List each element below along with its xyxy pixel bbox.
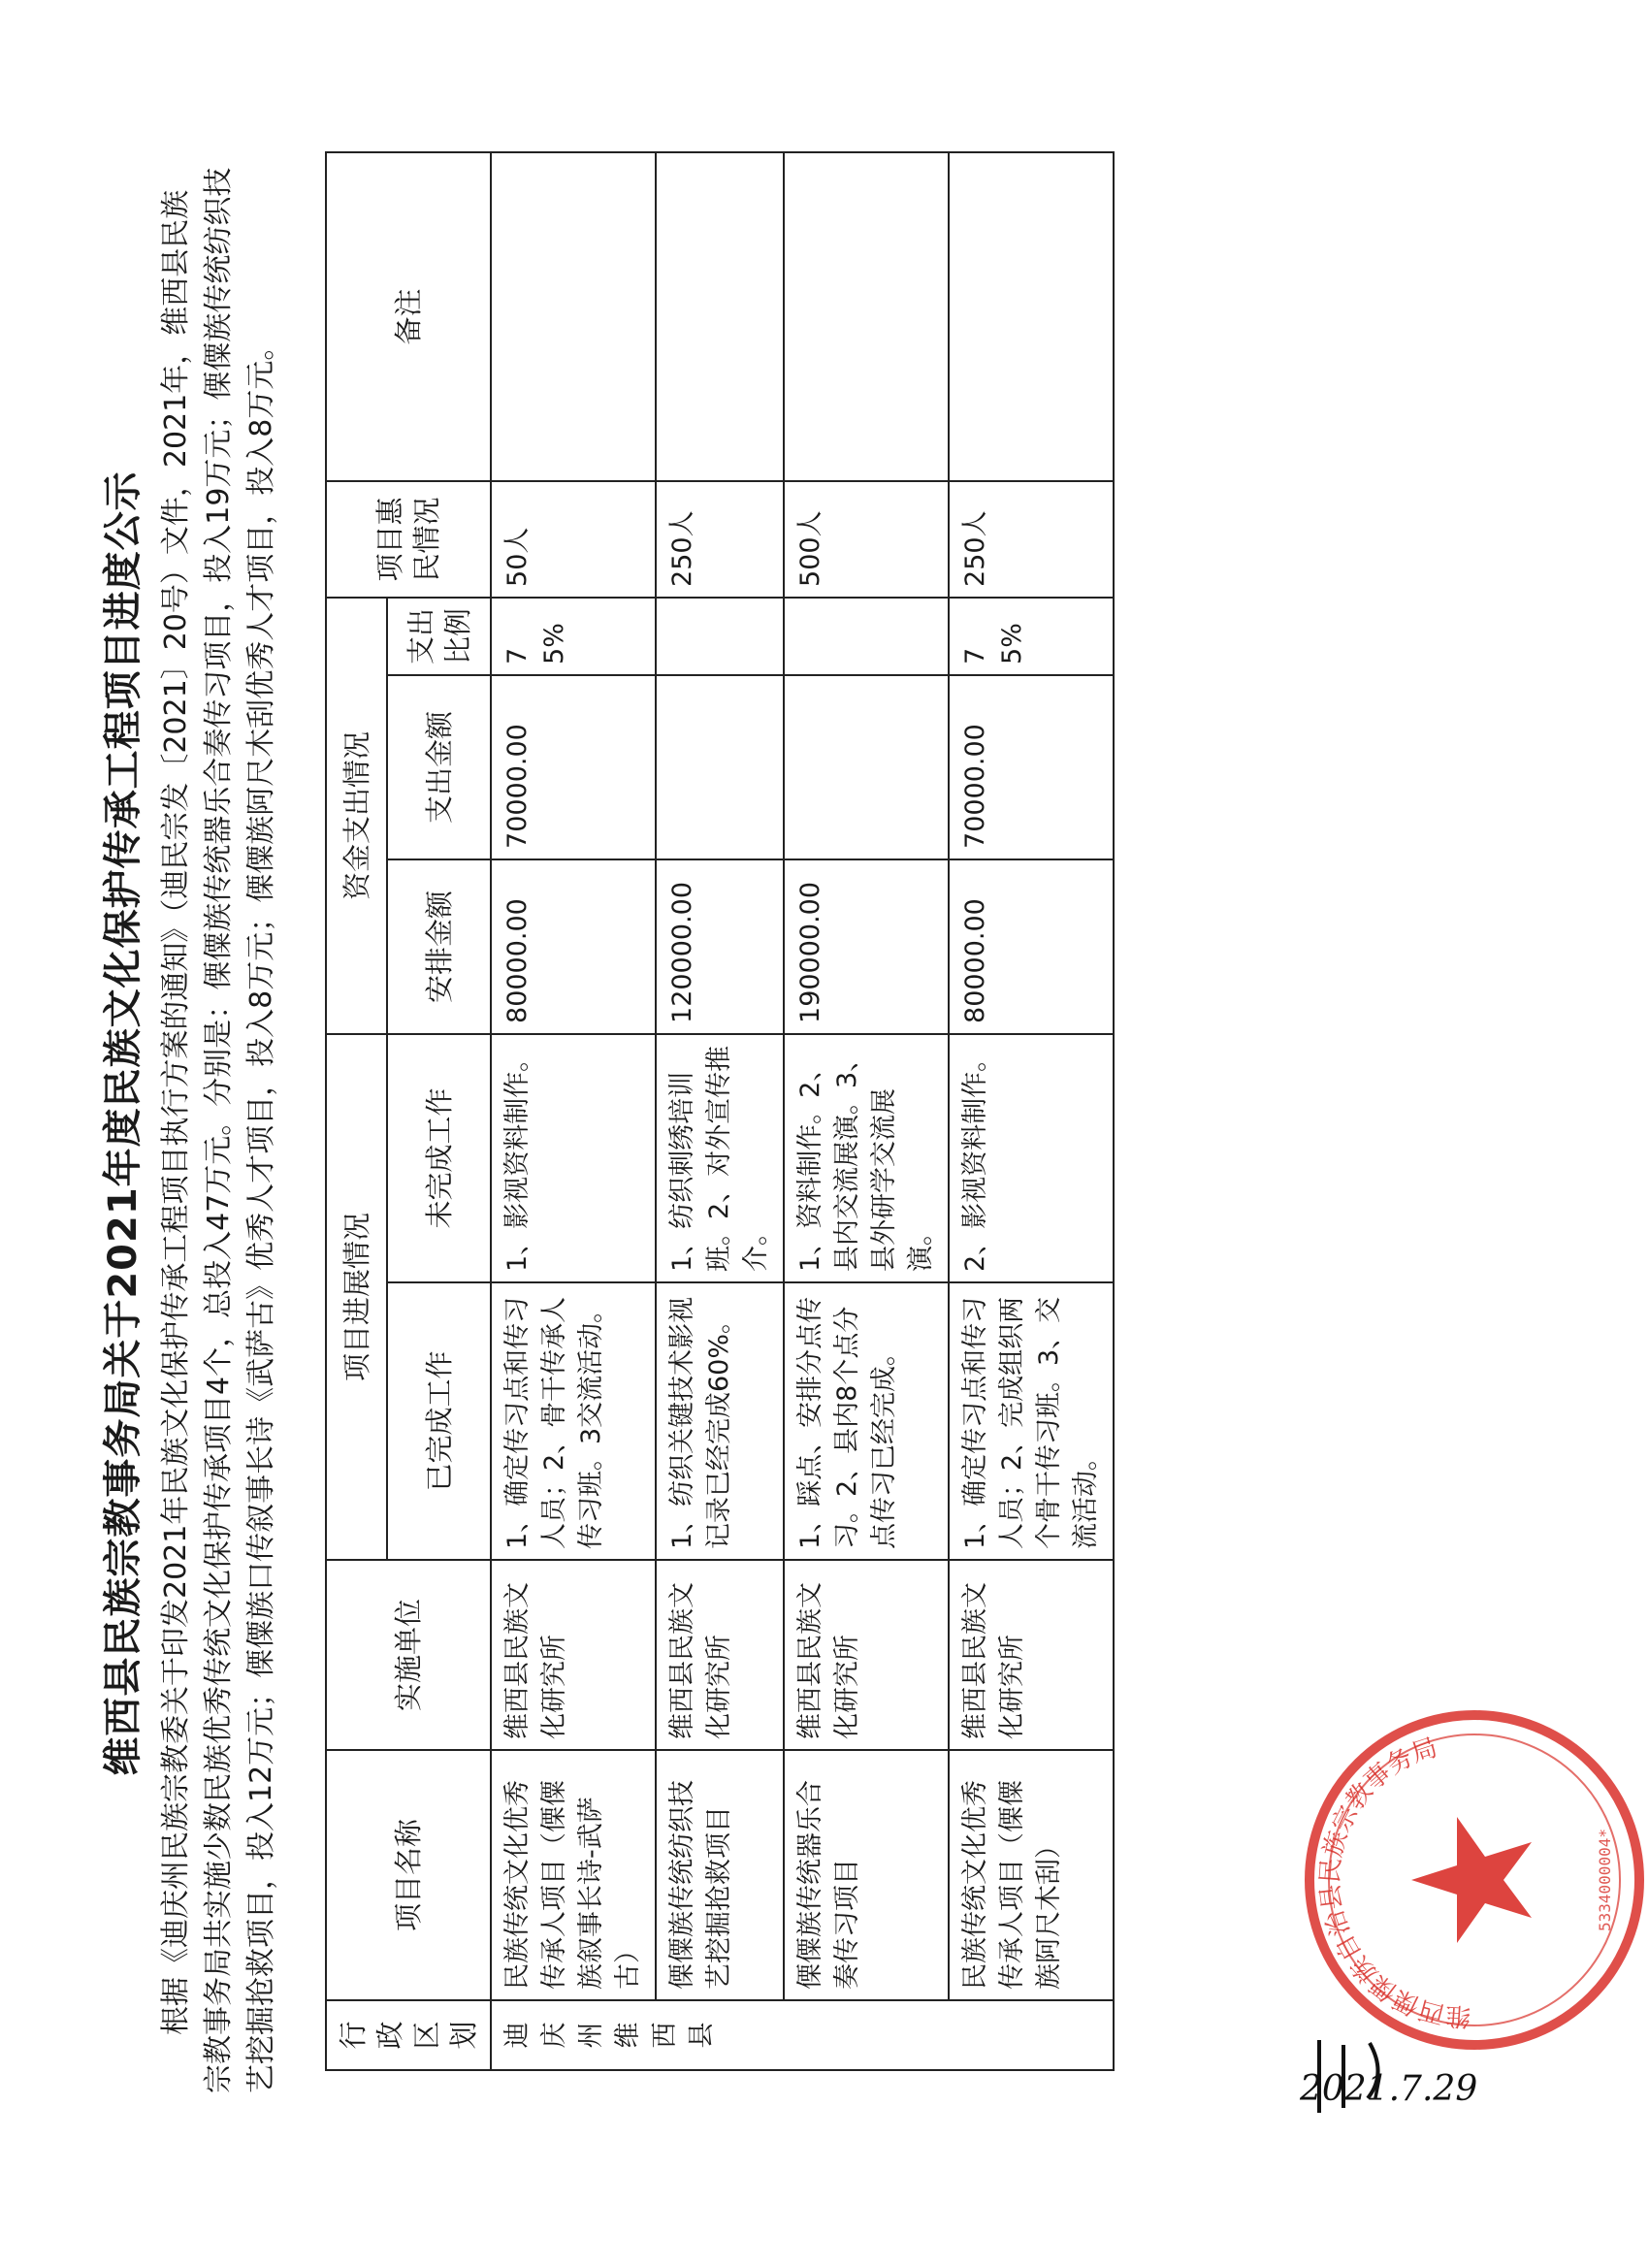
cell-benefit: 250人 [949,481,1114,598]
cell-project: 傈僳族传统器乐合奏传习项目 [784,1750,949,2000]
cell-unit: 维西县民族文化研究所 [656,1560,784,1750]
cell-project: 民族传统文化优秀传承人项目（傈僳族叙事长诗-武萨古） [491,1750,656,2000]
cell-ratio: 75% [491,598,656,675]
cell-unit: 维西县民族文化研究所 [491,1560,656,1750]
cell-benefit: 500人 [784,481,949,598]
official-seal-stamp [1290,1696,1649,2064]
header-ratio: 支出比例 [387,598,491,675]
cell-project: 民族传统文化优秀传承人项目（傈僳族阿尺木刮） [949,1750,1114,2000]
header-progress: 项目进展情况 [326,1034,387,1560]
cell-ratio [784,598,949,675]
cell-remark [784,152,949,481]
document-title: 维西县民族宗教事务局关于2021年度民族文化保护传承工程项目进度公示 [101,470,146,1776]
cell-planned: 80000.00 [949,859,1114,1034]
cell-ratio: 75% [949,598,1114,675]
cell-project: 傈僳族传统纺织技艺挖掘抢救项目 [656,1750,784,2000]
cell-remark [656,152,784,481]
cell-spent [784,675,949,859]
header-funds: 资金支出情况 [326,598,387,1034]
cell-undone: 1、影视资料制作。 [491,1034,656,1282]
cell-spent: 70000.00 [949,675,1114,859]
cell-spent [656,675,784,859]
header-benefit: 项目惠民情况 [326,481,491,598]
cell-undone: 1、纺织刺绣培训班。2、对外宣传推介。 [656,1034,784,1282]
document-intro: 根据《迪庆州民族宗教委关于印发2021年民族文化保护传承工程项目执行方案的通知》（迪民宗发〔2021〕20号）文件，2021年，维西县民族宗教事务局共实施少数民族优秀传统文化保护传承项目4个，总投入47万元。分别是：傈僳族传统器乐合奏传习项目，投入19万元；傈僳族传统纺织技艺挖掘抢救项目，投入12万元；傈僳族口传叙事长诗《武萨古》优秀人才项目，投入8万元；傈僳族阿尺木刮优秀人才项目，投入8万元。 [159,167,278,2093]
header-done: 已完成工作 [387,1282,491,1560]
cell-unit: 维西县民族文化研究所 [949,1560,1114,1750]
cell-done: 1、确定传习点和传习人员；2、完成组织两个骨干传习班。3、交流活动。 [949,1282,1114,1560]
seal-number: 5334000004* [1596,1829,1614,1931]
table-row [491,152,656,2070]
header-remark: 备注 [326,152,491,481]
header-project: 项目名称 [326,1750,491,2000]
cell-planned: 120000.00 [656,859,784,1034]
cell-remark [949,152,1114,481]
header-undone: 未完成工作 [387,1034,491,1282]
header-unit: 实施单位 [326,1560,491,1750]
progress-table [325,151,1115,2071]
cell-done: 1、确定传习点和传习人员；2、骨干传承人传习班。3交流活动。 [491,1282,656,1560]
cell-planned: 190000.00 [784,859,949,1034]
cell-ratio [656,598,784,675]
cell-benefit: 50人 [491,481,656,598]
cell-planned: 80000.00 [491,859,656,1034]
cell-done: 1、纺织关键技术影视记录已经完成60%。 [656,1282,784,1560]
cell-spent: 70000.00 [491,675,656,859]
table-row [949,152,1114,2070]
cell-unit: 维西县民族文化研究所 [784,1560,949,1750]
region-cell: 迪庆州维西县 [491,2000,1114,2070]
seal-star-icon [1411,1817,1532,1943]
cell-remark [491,152,656,481]
table-row [784,152,949,2070]
header-region: 行政区划 [326,2000,491,2070]
seal-text: 维西傈僳族自治县民族宗教事务局 [1315,1733,1472,2031]
cell-done: 1、踩点、安排分点传习。2、县内8个点分点传习已经完成。 [784,1282,949,1560]
header-planned: 安排金额 [387,859,491,1034]
table-row [656,152,784,2070]
header-spent: 支出金额 [387,675,491,859]
cell-undone: 2、影视资料制作。 [949,1034,1114,1282]
cell-benefit: 250人 [656,481,784,598]
cell-undone: 1、资料制作。2、县内交流展演。3、县外研学交流展演。 [784,1034,949,1282]
signature-date: 2021.7.29 [1300,2069,1478,2109]
